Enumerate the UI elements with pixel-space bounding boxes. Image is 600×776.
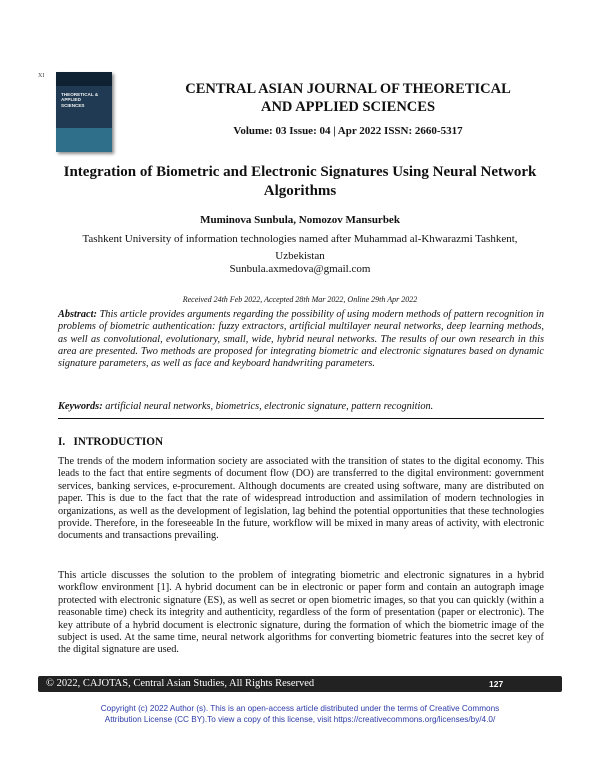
keywords xyxy=(58,401,544,412)
article-title: Integration of Biometric and Electronic Signatures Using Neural Network Algorithms xyxy=(63,164,537,199)
volume-issue-line: Volume: 03 Issue: 04 | Apr 2022 ISSN: 2660-5317 xyxy=(233,125,463,137)
page-corner-number: XI xyxy=(38,73,45,79)
license-line-1: Copyright (c) 2022 Author (s). This is an open-access article distributed under the terms of Creative Commons xyxy=(100,704,500,713)
journal-cover-image xyxy=(56,72,112,152)
abstract-text: This article provides arguments regarding the possibility of using modern methods of pattern recognition in problems of biometric authentication: fuzzy extractors, artificial multilayer neural networks, deep learning methods, as well as convolutional, evolutionary, small, wide, hybrid neural networks. The results of our own research in this area are presented. Two methods are proposed for integrating biometric and electronic signatures based on dynamic signature parameters, as well as face and keyboard handwriting parameters. xyxy=(58,309,544,370)
article-authors: Muminova Sunbula, Nomozov Mansurbek xyxy=(200,214,400,226)
author-affiliation: Tashkent University of information technologies named after Muhammad al-Khwarazmi Tashkent, Uzbekistan xyxy=(82,233,518,262)
journal-title: CENTRAL ASIAN JOURNAL OF THEORETICAL AND APPLIED SCIENCES xyxy=(185,81,511,115)
license-notice[interactable] xyxy=(55,703,545,725)
footer-page-number: 127 xyxy=(489,679,504,689)
license-line-2[interactable]: Attribution License (CC BY).To view a copy of this license, visit https://creativecommons.org/licenses/by/4.0/ xyxy=(104,715,496,724)
cover-header-band xyxy=(56,72,112,86)
intro-paragraph-2: This article discusses the solution to the problem of integrating biometric and electronic signatures in a hybrid workflow environment [1]. A hybrid document can be in electronic or paper form and contain an autograph image protected with electronic signature (ES), as well as secret or open biometric images, so that you can quickly (within a reasonable time) check its integrity and authenticity, regardless of the form of presentation (paper or electronic). The key attribute of a hybrid document is electronic signature, during the formation of which the biometric image of the subject is used. At the same time, neural network algorithms for converting biometric features into the secret key of the digital signature are used. xyxy=(58,570,544,656)
keywords-text: artificial neural networks, biometrics, electronic signature, pattern recognition. xyxy=(105,401,434,412)
abstract xyxy=(58,309,544,370)
section-heading: I. INTRODUCTION xyxy=(58,436,164,448)
intro-paragraph-1: The trends of the modern information society are associated with the transition of states to the digital economy. This leads to the fact that entire segments of document flow (DO) are transferred to the digital environment: government services, banking services, e-procurement. Although documents are created using software, many are distributed on paper. This is due to the fact that the rate of widespread introduction and assimilation of modern technologies in organizations, as well as the development of legislation, lag behind the potential opportunities that these technologies provide. Therefore, in the foreseeable In the future, workflow will be mixed in many areas of activity, with electronic documents and transactions prevailing. xyxy=(58,456,544,542)
received-dates: Received 24th Feb 2022, Accepted 28th Mar 2022, Online 29th Apr 2022 xyxy=(182,295,418,304)
author-email[interactable]: Sunbula.axmedova@gmail.com xyxy=(229,263,371,275)
cover-title: THEORETICAL & APPLIED SCIENCES xyxy=(61,92,99,108)
keywords-label: Keywords: xyxy=(58,401,103,412)
section-divider xyxy=(58,418,544,419)
footer-copyright: © 2022, CAJOTAS, Central Asian Studies, All Rights Reserved xyxy=(46,678,315,689)
cover-footer-band xyxy=(56,128,112,152)
abstract-label: Abstract: xyxy=(58,309,97,320)
